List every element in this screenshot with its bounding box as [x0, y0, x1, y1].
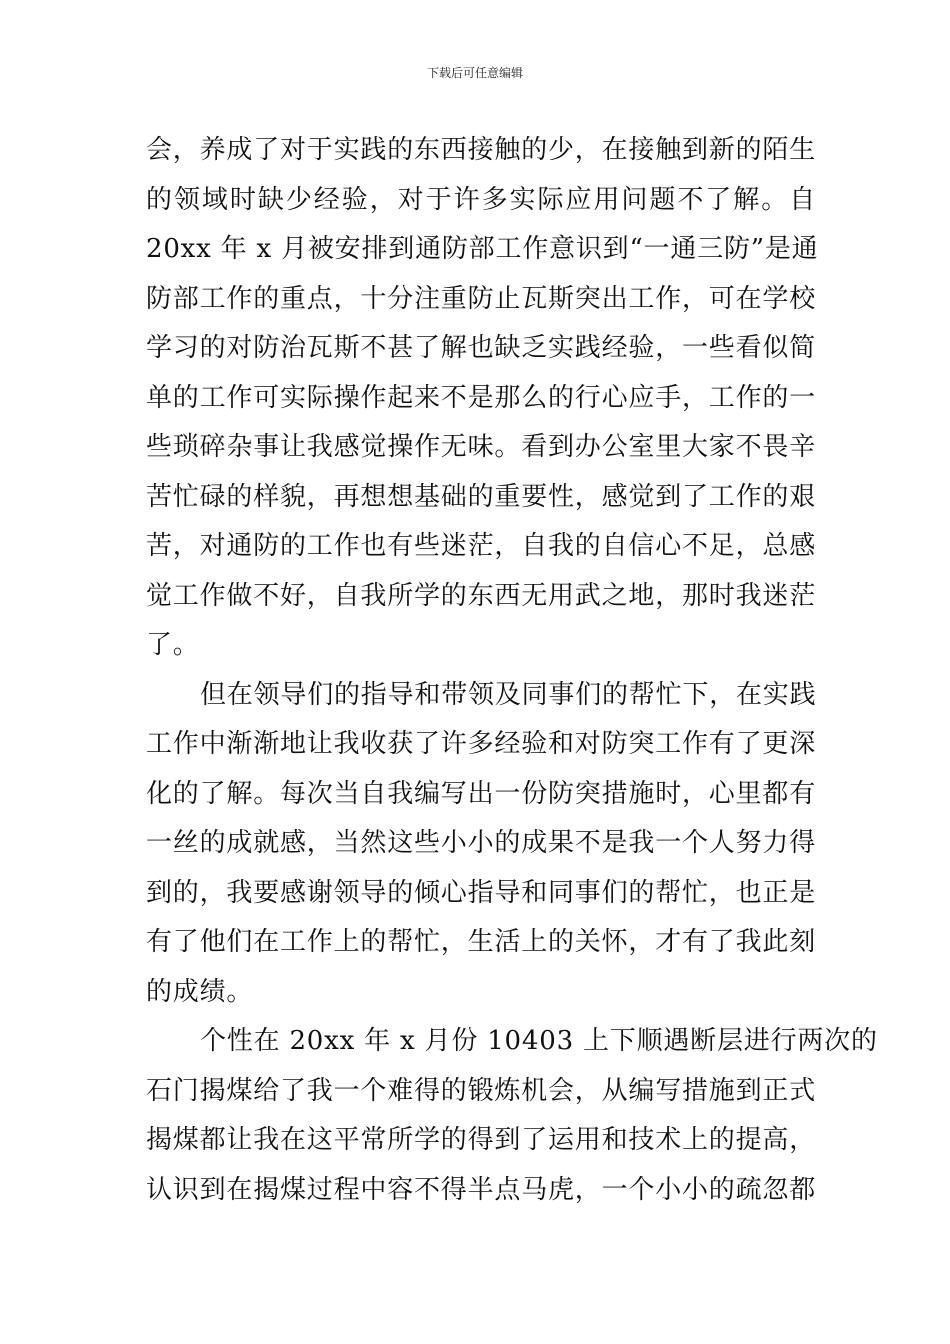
- paragraph-1-line-5: 学习的对防治瓦斯不甚了解也缺乏实践经验，一些看似简: [146, 333, 817, 363]
- paragraph-3-line-2: 石门揭煤给了我一个难得的锻炼机会，从编写措施到正式: [146, 1075, 817, 1106]
- paragraph-2-line-2: 工作中渐渐地让我收获了许多经验和对防突工作有了更深: [146, 729, 817, 759]
- paragraph-2-line-6: 有了他们在工作上的帮忙，生活上的关怀，才有了我此刻: [146, 927, 817, 957]
- paragraph-3-line-4: 认识到在揭煤过程中容不得半点马虎，一个小小的疏忽都: [146, 1174, 817, 1205]
- page-header: 下载后可任意编辑: [426, 66, 523, 80]
- paragraph-1-line-7: 些琐碎杂事让我感觉操作无味。看到办公室里大家不畏辛: [146, 432, 817, 462]
- paragraph-1-line-10: 觉工作做不好，自我所学的东西无用武之地，那时我迷茫: [146, 580, 817, 611]
- paragraph-1-line-6: 单的工作可实际操作起来不是那么的行心应手，工作的一: [146, 382, 817, 413]
- paragraph-1-line-8: 苦忙碌的样貌，再想想基础的重要性，感觉到了工作的艰: [146, 481, 817, 512]
- paragraph-2-line-4: 一丝的成就感，当然这些小小的成果不是我一个人努力得: [146, 828, 817, 858]
- paragraph-1-line-3: 20xx 年 x 月被安排到通防部工作意识到“一通三防”是通: [146, 234, 819, 264]
- paragraph-1-line-9: 苦，对通防的工作也有些迷茫，自我的自信心不足，总感: [146, 531, 817, 561]
- paragraph-1-line-2: 的领域时缺少经验，对于许多实际应用问题不了解。自: [146, 184, 816, 215]
- paragraph-2-line-1: 但在领导们的指导和带领及同事们的帮忙下，在实践: [200, 679, 817, 710]
- paragraph-1-line-1: 会，养成了对于实践的东西接触的少，在接触到新的陌生: [146, 135, 817, 165]
- document-body: [146, 126, 878, 1215]
- paragraph-3-line-3: 揭煤都让我在这平常所学的得到了运用和技术上的提高，: [146, 1125, 817, 1155]
- paragraph-3-line-1: 个性在 20xx 年 x 月份 10403 上下顺遇断层进行两次的: [200, 1026, 878, 1056]
- paragraph-2-line-7: 的成绩。: [146, 976, 254, 1007]
- paragraph-1-line-11: 了。: [146, 630, 200, 660]
- paragraph-1-line-4: 防部工作的重点，十分注重防止瓦斯突出工作，可在学校: [146, 283, 817, 314]
- paragraph-2-line-3: 化的了解。每次当自我编写出一份防突措施时，心里都有: [146, 778, 817, 809]
- paragraph-2-line-5: 到的，我要感谢领导的倾心指导和同事们的帮忙，也正是: [146, 877, 817, 908]
